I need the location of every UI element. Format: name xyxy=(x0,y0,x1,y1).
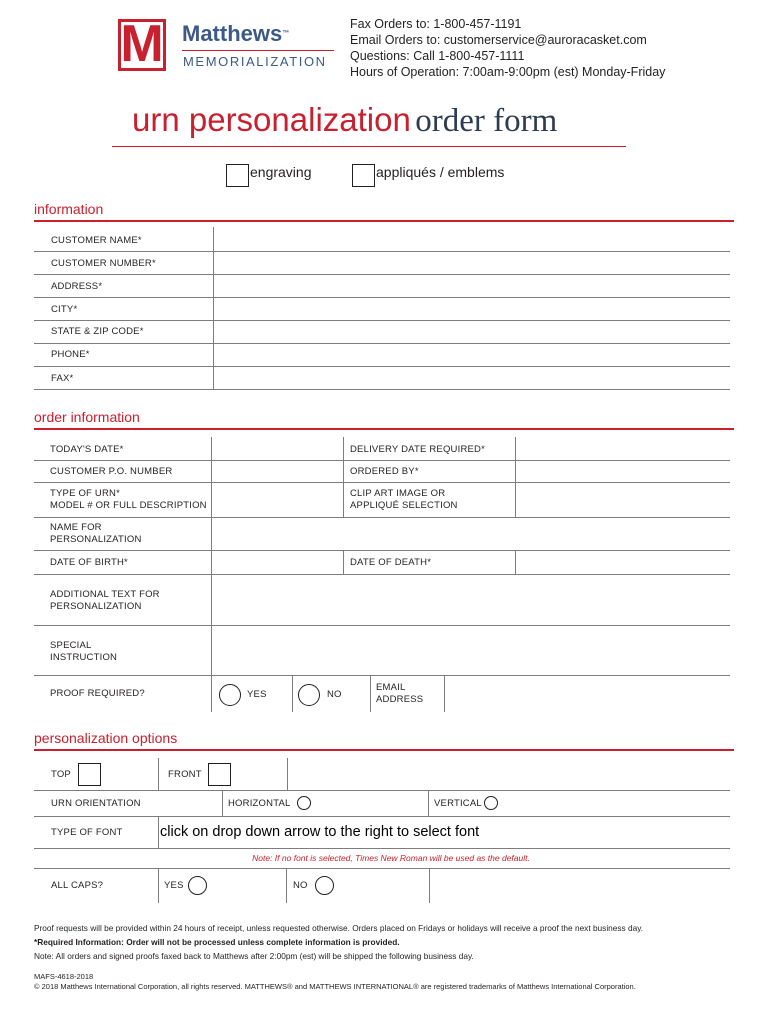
special-line1: SPECIAL xyxy=(50,640,92,651)
info-row-line xyxy=(34,389,730,390)
options-divider xyxy=(158,816,159,848)
horizontal-radio[interactable] xyxy=(297,796,311,810)
proof-yes-radio[interactable] xyxy=(219,684,241,706)
options-divider xyxy=(428,790,429,816)
todays-date-field[interactable] xyxy=(213,438,342,459)
date-of-death-field[interactable] xyxy=(517,551,730,573)
additional-line1: ADDITIONAL TEXT FOR xyxy=(50,589,160,600)
customer-name-field[interactable] xyxy=(215,228,730,250)
delivery-date-label: DELIVERY DATE REQUIRED* xyxy=(350,444,485,455)
phone-label: PHONE* xyxy=(51,349,90,360)
personalization-options-section-rule xyxy=(34,749,734,751)
options-divider xyxy=(158,868,159,903)
order-information-section-title: order information xyxy=(34,409,140,425)
order-divider xyxy=(292,675,293,712)
date-of-birth-label: DATE OF BIRTH* xyxy=(50,557,128,568)
additional-text-label xyxy=(50,589,160,613)
name-for-personalization-field[interactable] xyxy=(213,518,730,549)
horizontal-label: HORIZONTAL xyxy=(228,798,291,809)
order-divider xyxy=(370,675,371,712)
logo-letter: M xyxy=(120,15,164,73)
options-divider xyxy=(158,758,159,790)
all-caps-no-label: NO xyxy=(293,880,308,891)
delivery-date-field[interactable] xyxy=(517,438,730,459)
email-line2: ADDRESS xyxy=(376,694,424,705)
proof-no-label: NO xyxy=(327,689,342,700)
type-of-urn-line1: TYPE OF URN* xyxy=(50,488,120,499)
order-divider xyxy=(444,675,445,712)
customer-name-label: CUSTOMER NAME* xyxy=(51,235,142,246)
todays-date-label: TODAY'S DATE* xyxy=(50,444,124,455)
name-for-personalization-label xyxy=(50,522,142,546)
all-caps-label: ALL CAPS? xyxy=(51,880,104,891)
logo-brand xyxy=(182,21,289,47)
customer-number-label: CUSTOMER NUMBER* xyxy=(51,258,156,269)
contact-email: Email Orders to: customerservice@auroracasket.com xyxy=(350,33,647,47)
contact-hours: Hours of Operation: 7:00am-9:00pm (est) Monday-Friday xyxy=(350,65,666,79)
email-line1: EMAIL xyxy=(376,682,406,693)
form-title-main: urn personalization xyxy=(132,101,411,138)
top-checkbox[interactable] xyxy=(78,763,101,786)
appliques-label: appliqués / emblems xyxy=(376,164,505,180)
state-zip-label: STATE & ZIP CODE* xyxy=(51,326,144,337)
top-label: TOP xyxy=(51,769,71,780)
address-field[interactable] xyxy=(215,275,730,296)
customer-number-field[interactable] xyxy=(215,252,730,273)
options-row-line xyxy=(34,816,730,817)
email-address-field[interactable] xyxy=(446,676,730,711)
date-of-death-label: DATE OF DEATH* xyxy=(350,557,432,568)
proof-yes-label: YES xyxy=(247,689,267,700)
type-of-urn-label xyxy=(50,488,207,512)
footer-form-code: MAFS-4618-2018 xyxy=(34,972,94,981)
options-row-line xyxy=(34,848,730,849)
engraving-checkbox[interactable] xyxy=(226,164,249,187)
type-of-font-label: TYPE OF FONT xyxy=(51,827,123,838)
additional-text-field[interactable] xyxy=(213,575,730,624)
customer-po-label: CUSTOMER P.O. NUMBER xyxy=(50,466,173,477)
options-divider xyxy=(286,868,287,903)
information-section-rule xyxy=(34,220,734,222)
logo-rule xyxy=(182,50,334,51)
phone-field[interactable] xyxy=(215,344,730,365)
type-of-urn-field[interactable] xyxy=(213,483,342,516)
order-divider xyxy=(515,437,516,517)
vertical-label: VERTICAL xyxy=(434,798,482,809)
form-title-sub: order form xyxy=(415,103,558,139)
urn-orientation-label: URN ORIENTATION xyxy=(51,798,141,809)
options-divider xyxy=(222,790,223,816)
proof-no-radio[interactable] xyxy=(298,684,320,706)
logo-sub: MEMORIALIZATION xyxy=(183,54,327,69)
order-divider xyxy=(515,550,516,574)
all-caps-yes-radio[interactable] xyxy=(188,876,207,895)
appliques-checkbox[interactable] xyxy=(352,164,375,187)
special-instruction-label xyxy=(50,640,117,664)
special-instruction-field[interactable] xyxy=(213,626,730,674)
options-divider xyxy=(429,868,430,903)
fax-field[interactable] xyxy=(215,367,730,388)
order-divider xyxy=(343,550,344,574)
order-divider xyxy=(343,437,344,517)
options-divider xyxy=(287,758,288,790)
engraving-label: engraving xyxy=(250,164,312,180)
form-title xyxy=(132,100,557,147)
name-for-line1: NAME FOR xyxy=(50,522,102,533)
ordered-by-label: ORDERED BY* xyxy=(350,466,419,477)
clip-art-label xyxy=(350,488,458,512)
contact-fax: Fax Orders to: 1-800-457-1191 xyxy=(350,17,522,31)
special-line2: INSTRUCTION xyxy=(50,652,118,663)
clip-art-field[interactable] xyxy=(517,483,730,516)
contact-block xyxy=(350,16,665,80)
front-label: FRONT xyxy=(168,769,202,780)
personalization-options-section-title: personalization options xyxy=(34,730,178,746)
front-checkbox[interactable] xyxy=(208,763,231,786)
customer-po-field[interactable] xyxy=(213,461,342,481)
options-row-line xyxy=(34,868,730,869)
footer-shipping-note: Note: All orders and signed proofs faxed back to Matthews after 2:00pm (est) will be shipped the following business day. xyxy=(34,951,474,961)
address-label: ADDRESS* xyxy=(51,281,103,292)
fax-label: FAX* xyxy=(51,373,74,384)
font-select[interactable]: click on drop down arrow to the right to select font xyxy=(160,824,480,840)
city-field[interactable] xyxy=(215,298,730,319)
date-of-birth-field[interactable] xyxy=(213,551,342,573)
clip-art-line1: CLIP ART IMAGE OR xyxy=(350,488,446,499)
proof-required-label: PROOF REQUIRED? xyxy=(50,688,145,699)
type-of-urn-line2: MODEL # OR FULL DESCRIPTION xyxy=(50,500,207,511)
all-caps-yes-label: YES xyxy=(164,880,184,891)
name-for-line2: PERSONALIZATION xyxy=(50,534,142,545)
options-row-line xyxy=(34,790,730,791)
ordered-by-field[interactable] xyxy=(517,461,730,481)
all-caps-no-radio[interactable] xyxy=(315,876,334,895)
state-zip-field[interactable] xyxy=(215,321,730,342)
information-section-title: information xyxy=(34,201,104,217)
footer-copyright: © 2018 Matthews International Corporation, all rights reserved. MATTHEWS® and MATTHEWS INTERNATIONAL® are registered trademarks of Matthews International Corporation. xyxy=(34,982,636,991)
logo-brand-text: Matthews xyxy=(182,21,283,46)
footer-proof-note: Proof requests will be provided within 24 hours of receipt, unless requested otherwise. Orders placed on Fridays or holidays will receive a proof the next business day. xyxy=(34,923,644,933)
order-information-section-rule xyxy=(34,428,734,430)
additional-line2: PERSONALIZATION xyxy=(50,601,142,612)
clip-art-line2: APPLIQUÉ SELECTION xyxy=(350,500,458,511)
city-label: CITY* xyxy=(51,304,78,315)
footer-required-note: *Required Information: Order will not be processed unless complete information is provided. xyxy=(34,937,400,947)
logo-tm: ™ xyxy=(282,30,290,37)
order-divider xyxy=(211,437,212,712)
font-note: Note: If no font is selected, Times New Roman will be used as the default. xyxy=(252,853,530,863)
contact-questions: Questions: Call 1-800-457-1111 xyxy=(350,49,525,63)
vertical-radio[interactable] xyxy=(484,796,498,810)
title-rule xyxy=(112,146,626,147)
email-address-label xyxy=(376,682,423,706)
